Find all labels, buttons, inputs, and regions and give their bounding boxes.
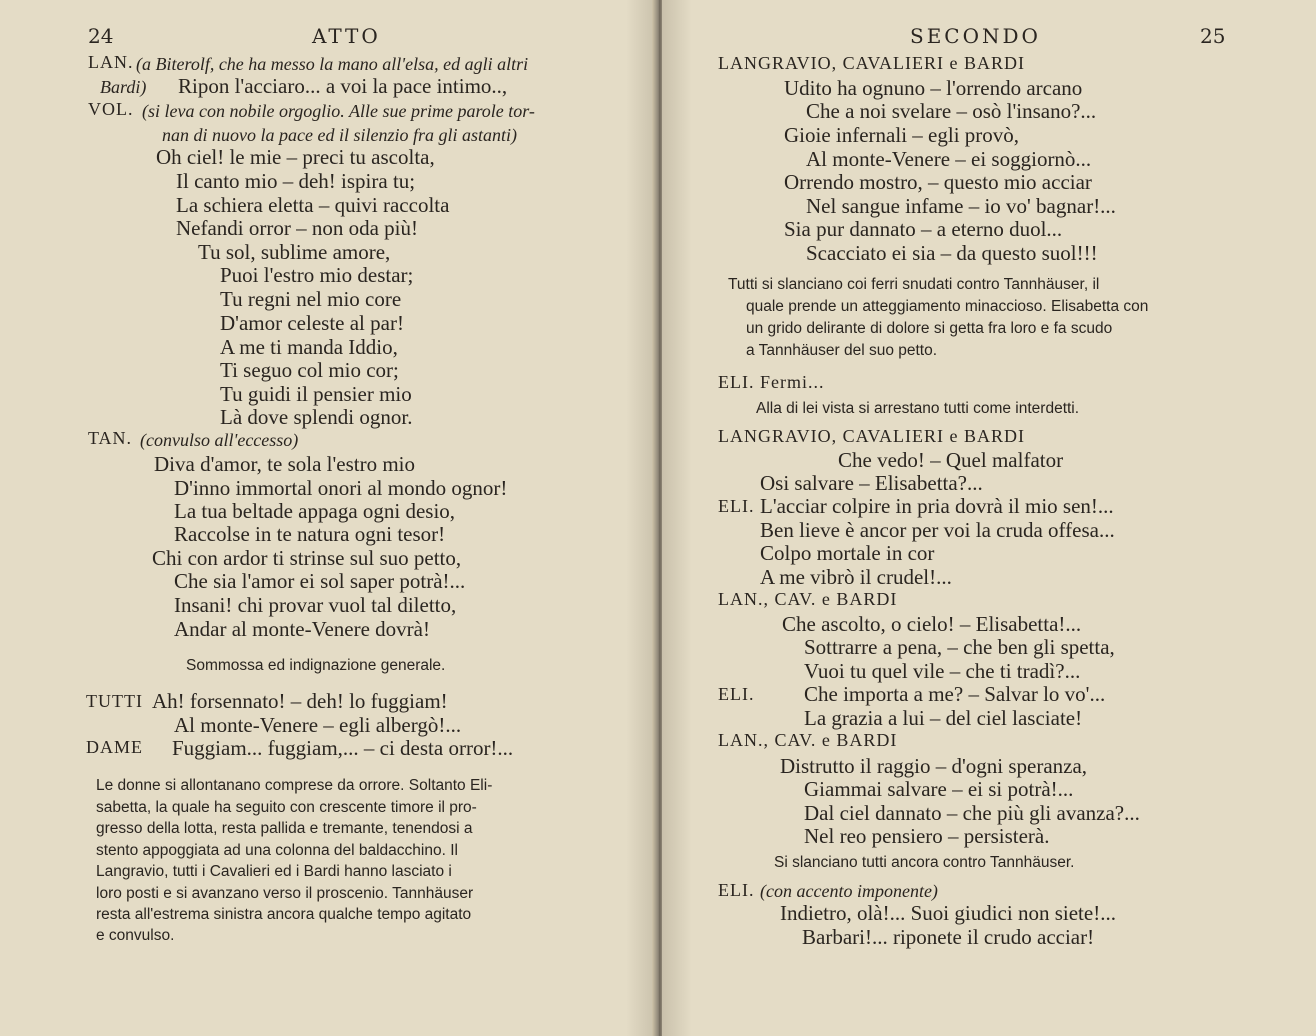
verse-line: Insani! chi provar vuol tal diletto,	[174, 593, 457, 617]
verse-line: Ripon l'acciaro... a voi la pace intimo..,	[178, 74, 508, 98]
verse-line: Indietro, olà!... Suoi giudici non siete!...	[780, 901, 1116, 925]
stage-direction: sabetta, la quale ha seguito con crescente timore il pro-	[96, 799, 477, 816]
stage-direction: Tutti si slanciano coi ferri snudati contro Tannhäuser, il	[728, 276, 1100, 293]
verse-line: La grazia a lui – del ciel lasciate!	[804, 706, 1083, 730]
stage-direction: Si slanciano tutti ancora contro Tannhäuser.	[774, 854, 1075, 871]
stage-direction: loro posti e si avanzano verso il proscenio. Tannhäuser	[96, 885, 474, 902]
stage-direction: Bardi)	[100, 77, 147, 97]
left-page	[0, 0, 656, 1036]
verse-line: La schiera eletta – quivi raccolta	[176, 193, 450, 217]
verse-line: Là dove splendi ognor.	[220, 405, 413, 429]
verse-line: A me vibrò il crudel!...	[760, 565, 952, 589]
speaker-chorus: LAN., CAV. e BARDI	[718, 589, 898, 609]
speaker-chorus: LANGRAVIO, CAVALIERI e BARDI	[718, 53, 1026, 73]
verse-line: Ah! forsennato! – deh! lo fuggiam!	[152, 689, 448, 713]
stage-direction: e convulso.	[96, 927, 175, 944]
verse-line: Nel reo pensiero – persisterà.	[804, 824, 1050, 848]
verse-line: Diva d'amor, te sola l'estro mio	[154, 452, 416, 476]
page-number-left: 24	[88, 24, 114, 48]
stage-direction: a Tannhäuser del suo petto.	[746, 342, 938, 359]
verse-line: Al monte-Venere – egli albergò!...	[174, 713, 462, 737]
verse-line: Che a noi svelare – osò l'insano?...	[806, 99, 1097, 123]
spine-shadow	[662, 0, 692, 1036]
verse-line: Osi salvare – Elisabetta?...	[760, 471, 983, 495]
speaker-eli: ELI.	[718, 684, 755, 704]
stage-direction: (convulso all'eccesso)	[140, 430, 299, 450]
verse-line: Gioie infernali – egli provò,	[784, 123, 1020, 147]
verse-line: Che importa a me? – Salvar lo vo'...	[804, 682, 1106, 706]
running-header-left: ATTO	[312, 24, 381, 48]
speaker-vol: VOL.	[88, 99, 134, 119]
verse-line: Ti seguo col mio cor;	[220, 358, 399, 382]
verse-line: A me ti manda Iddio,	[220, 335, 398, 359]
verse-line: La tua beltade appaga ogni desio,	[174, 499, 456, 523]
verse-line: D'inno immortal onori al mondo ognor!	[174, 476, 508, 500]
verse-line: Barbari!... riponete il crudo acciar!	[802, 925, 1095, 949]
stage-direction: stento appoggiata ad una colonna del baldacchino. Il	[96, 842, 458, 859]
verse-line: Giammai salvare – ei si potrà!...	[804, 777, 1074, 801]
stage-direction: nan di nuovo la pace ed il silenzio fra gli astanti)	[162, 125, 517, 145]
stage-direction: (si leva con nobile orgoglio. Alle sue prime parole tor-	[142, 101, 535, 121]
verse-line: Vuoi tu quel vile – che ti tradì?...	[804, 659, 1081, 683]
verse-line: ELI. Fermi...	[718, 372, 825, 392]
stage-direction: (a Biterolf, che ha messo la mano all'elsa, ed agli altri	[136, 54, 529, 74]
verse-line: Sottrarre a pena, – che ben gli spetta,	[804, 635, 1115, 659]
stage-direction: Langravio, tutti i Cavalieri ed i Bardi hanno lasciato i	[96, 863, 452, 880]
verse-line: Che vedo! – Quel malfator	[838, 448, 1064, 472]
stage-direction: gresso della lotta, resta pallida e tremante, tenendosi a	[96, 820, 473, 837]
stage-direction: quale prende un atteggiamento minaccioso. Elisabetta con	[746, 298, 1149, 315]
running-header-right: SECONDO	[910, 24, 1041, 48]
verse-line: Tu regni nel mio core	[220, 287, 402, 311]
speaker-tan: TAN.	[88, 428, 133, 448]
verse-line: Orrendo mostro, – questo mio acciar	[784, 170, 1092, 194]
stage-direction: un grido delirante di dolore si getta fra loro e fa scudo	[746, 320, 1113, 337]
verse-line: D'amor celeste al par!	[220, 311, 404, 335]
verse-line: Dal ciel dannato – che più gli avanza?...	[804, 801, 1140, 825]
verse-line: Chi con ardor ti strinse sul suo petto,	[152, 546, 462, 570]
verse-line: Raccolse in te natura ogni tesor!	[174, 522, 446, 546]
speaker-chorus: LANGRAVIO, CAVALIERI e BARDI	[718, 426, 1026, 446]
verse-line: Tu sol, sublime amore,	[198, 240, 391, 264]
verse-line: Sia pur dannato – a eterno duol...	[784, 217, 1063, 241]
speaker-chorus: LAN., CAV. e BARDI	[718, 730, 898, 750]
verse-line: Che sia l'amor ei sol saper potrà!...	[174, 569, 466, 593]
stage-direction: (con accento imponente)	[760, 881, 938, 901]
verse-line: Scacciato ei sia – da questo suol!!!	[806, 241, 1098, 265]
stage-direction: Le donne si allontanano comprese da orrore. Soltanto Eli-	[96, 777, 493, 794]
speaker-tutti: TUTTI	[86, 691, 143, 711]
verse-line: Il canto mio – deh! ispira tu;	[176, 169, 416, 193]
verse-line: Ben lieve è ancor per voi la cruda offesa...	[760, 518, 1115, 542]
stage-direction: resta all'estrema sinistra ancora qualche tempo agitato	[96, 906, 472, 923]
verse-line: Udito ha ognuno – l'orrendo arcano	[784, 76, 1083, 100]
verse-line: L'acciar colpire in pria dovrà il mio sen!...	[760, 494, 1114, 518]
verse-line: Distrutto il raggio – d'ogni speranza,	[780, 754, 1088, 778]
verse-line: Puoi l'estro mio destar;	[220, 263, 414, 287]
verse-line: Fuggiam... fuggiam,... – ci desta orror!...	[172, 736, 514, 760]
verse-line: Nel sangue infame – io vo' bagnar!...	[806, 194, 1116, 218]
verse-line: Oh ciel! le mie – preci tu ascolta,	[156, 145, 435, 169]
verse-line: Andar al monte-Venere dovrà!	[174, 617, 430, 641]
right-page	[662, 0, 1316, 1036]
verse-line: Che ascolto, o cielo! – Elisabetta!...	[782, 612, 1082, 636]
stage-direction: Sommossa ed indignazione generale.	[186, 657, 446, 674]
verse-line: Nefandi orror – non oda più!	[176, 216, 419, 240]
speaker-eli: ELI.	[718, 880, 755, 900]
stage-direction: Alla di lei vista si arrestano tutti come interdetti.	[756, 400, 1080, 417]
page-number-right: 25	[1200, 24, 1226, 48]
verse-line: Tu guidi il pensier mio	[220, 382, 412, 406]
speaker-lan: LAN.	[88, 52, 134, 72]
speaker-eli: ELI.	[718, 496, 755, 516]
verse-line: Colpo mortale in cor	[760, 541, 935, 565]
verse-line: Al monte-Venere – ei soggiornò...	[806, 147, 1092, 171]
speaker-dame: DAME	[86, 737, 143, 757]
